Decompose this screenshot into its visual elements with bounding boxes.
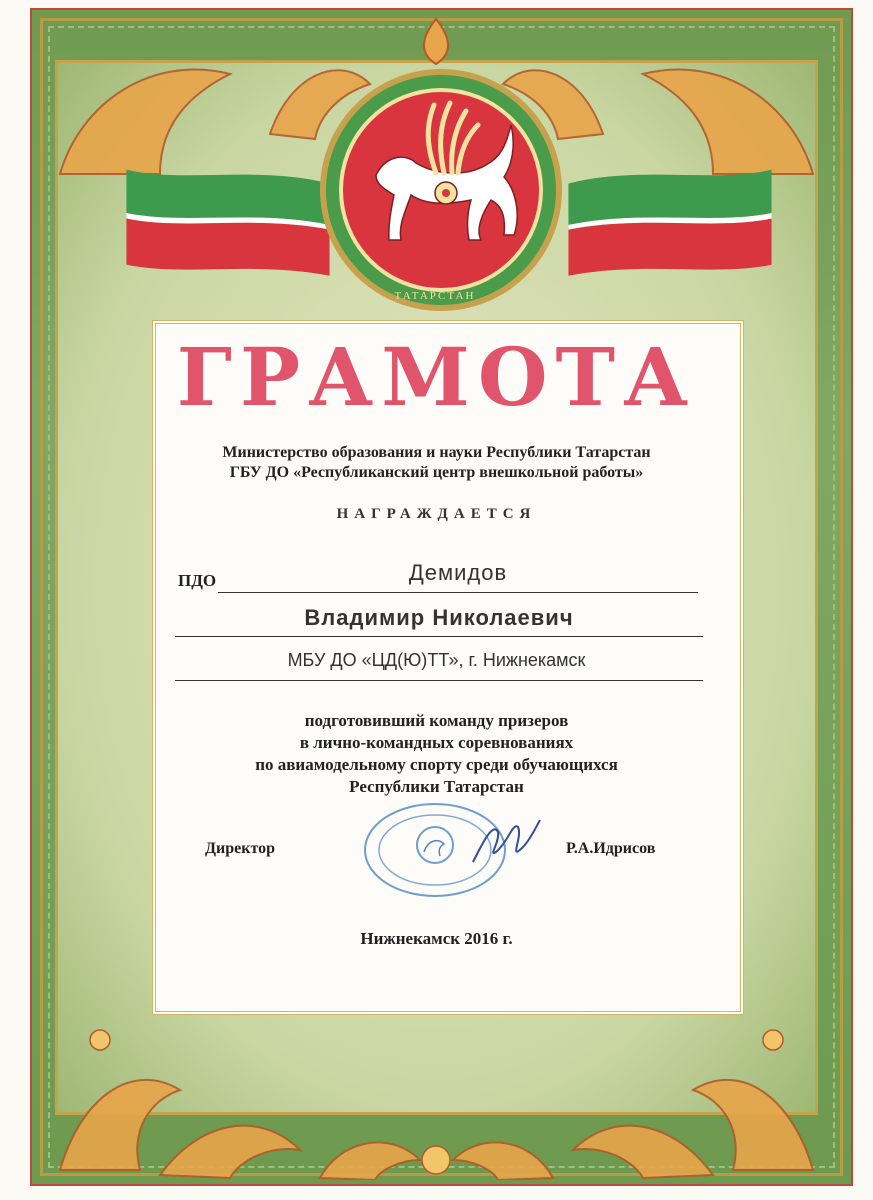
name-line [175,636,703,637]
description-line-3: по авиамодельному спорту среди обучающихся [255,755,618,774]
bottom-ornament [40,1000,833,1180]
awarded-label: НАГРАЖДАЕТСЯ [336,506,537,522]
award-description [0,710,873,798]
flag-ribbon-left [118,165,338,285]
recipient-surname: Демидов [408,560,508,585]
flag-ribbon-right [560,165,780,285]
description-line-4: Республики Татарстан [349,777,524,796]
surname-line [218,592,698,593]
certificate-title: ГРАМОТА [176,330,697,424]
organization-line [175,680,703,681]
description-line-2: в лично-командных соревнованиях [299,733,574,752]
tatarstan-emblem [306,65,576,315]
issuer-line-1: Министерство образования и науки Республики Татарстан [222,444,651,461]
description-line-1: подготовивший команду призеров [304,711,569,730]
signature-role: Директор [205,840,275,857]
emblem-inscription: ТАТАРСТАН [394,290,476,302]
signature [468,812,548,872]
issuer-line-2: ГБУ ДО «Республиканский центр внешкольной работы» [229,464,644,481]
prefix-label: ПДО [178,571,217,590]
signer-name: Р.А.Идрисов [566,840,656,857]
recipient-organization: МБУ ДО «ЦД(Ю)ТТ», г. Нижнекамск [287,650,586,670]
place-and-year: Нижнекамск 2016 г. [360,929,513,948]
recipient-name-patronymic: Владимир Николаевич [304,605,574,630]
